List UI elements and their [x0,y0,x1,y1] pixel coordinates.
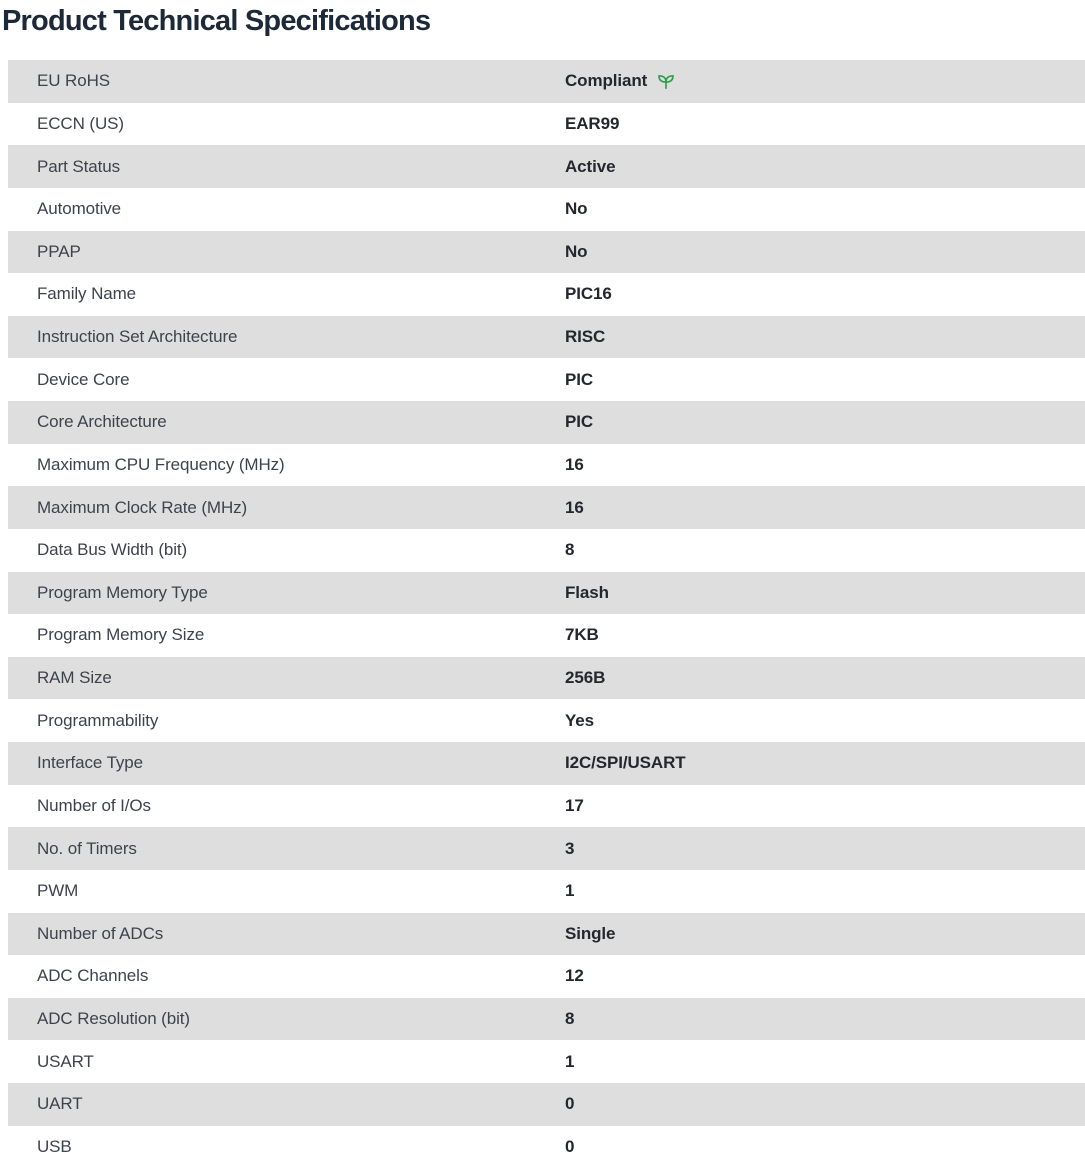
table-row [8,145,1085,188]
spec-value: 3 [565,838,575,858]
leaf-icon[interactable] [656,72,676,92]
spec-value: 0 [565,1136,575,1156]
spec-label: Maximum CPU Frequency (MHz) [37,454,285,474]
spec-value: 1 [565,1051,575,1071]
table-row [8,1083,1085,1126]
spec-value-cell [565,1052,574,1072]
table-row [8,529,1085,572]
spec-value: PIC [565,412,594,432]
spec-label: Family Name [37,284,137,304]
spec-value-cell [565,753,686,773]
table-row [8,1040,1085,1083]
spec-value: 8 [565,1009,575,1029]
spec-label: USART [37,1051,94,1071]
spec-value: No [565,199,588,219]
spec-label: Interface Type [37,753,144,773]
spec-label: Maximum Clock Rate (MHz) [37,497,248,517]
spec-label: USB [37,1136,72,1156]
spec-label: Programmability [37,710,159,730]
spec-value-cell [565,540,574,560]
spec-table [8,60,1085,1168]
spec-value: Active [565,156,616,176]
spec-label: Program Memory Size [37,625,205,645]
spec-value: EAR99 [565,113,620,133]
spec-value: 8 [565,540,575,560]
spec-label: ECCN (US) [37,113,124,133]
spec-label: UART [37,1094,83,1114]
spec-value-cell [565,625,599,645]
spec-value-cell [565,199,587,219]
table-row [8,401,1085,444]
spec-value: 256B [565,668,606,688]
spec-label: PPAP [37,241,81,261]
spec-value-cell [565,1137,574,1157]
table-row [8,657,1085,700]
table-row [8,913,1085,956]
spec-label: PWM [37,881,79,901]
table-row [8,572,1085,615]
spec-value: Yes [565,710,595,730]
table-row [8,273,1085,316]
table-row [8,827,1085,870]
spec-value-cell [565,284,612,304]
spec-value-cell [565,412,593,432]
spec-label: RAM Size [37,668,112,688]
spec-value: 12 [565,966,584,986]
spec-value-cell [565,498,584,518]
spec-label: No. of Timers [37,838,137,858]
spec-value-cell [565,881,574,901]
spec-value-cell [565,114,619,134]
spec-value: RISC [565,327,606,347]
spec-value-cell [565,70,676,92]
spec-value-cell [565,1094,574,1114]
page-title: Product Technical Specifications [2,5,431,37]
spec-value-cell [565,455,584,475]
spec-value: Single [565,923,616,943]
table-row [8,444,1085,487]
table-row [8,614,1085,657]
spec-label: Data Bus Width (bit) [37,540,188,560]
spec-label: EU RoHS [37,71,110,91]
table-row [8,188,1085,231]
spec-label: Number of I/Os [37,795,151,815]
spec-label: ADC Resolution (bit) [37,1009,190,1029]
spec-value-cell [565,157,615,177]
table-row [8,60,1085,103]
spec-value-cell [565,327,605,347]
spec-value-cell [565,370,593,390]
table-row [8,486,1085,529]
table-row [8,358,1085,401]
spec-value: 16 [565,454,584,474]
table-row [8,785,1085,828]
spec-value: Compliant [565,71,648,91]
spec-value: 16 [565,497,584,517]
spec-value-cell [565,242,587,262]
spec-value: Flash [565,582,609,602]
table-row [8,699,1085,742]
table-row [8,742,1085,785]
spec-value-cell [565,668,605,688]
spec-value-cell [565,839,574,859]
spec-value: 17 [565,795,584,815]
spec-value: PIC [565,369,594,389]
spec-value-cell [565,583,609,603]
table-row [8,955,1085,998]
spec-value: I2C/SPI/USART [565,753,686,773]
table-row [8,316,1085,359]
table-row [8,103,1085,146]
spec-label: Instruction Set Architecture [37,327,238,347]
table-row [8,870,1085,913]
spec-value: No [565,241,588,261]
spec-label: Number of ADCs [37,923,164,943]
spec-label: Automotive [37,199,122,219]
spec-value-cell [565,796,584,816]
spec-value-cell [565,711,594,731]
spec-label: Program Memory Type [37,582,208,602]
spec-value: 7KB [565,625,599,645]
spec-value-cell [565,1009,574,1029]
spec-value: PIC16 [565,284,612,304]
spec-value: 0 [565,1094,575,1114]
spec-label: Device Core [37,369,130,389]
table-row [8,998,1085,1041]
spec-value-cell [565,924,615,944]
spec-label: ADC Channels [37,966,149,986]
spec-value-cell [565,966,584,986]
spec-label: Core Architecture [37,412,167,432]
spec-value: 1 [565,881,575,901]
spec-label: Part Status [37,156,120,176]
table-row [8,231,1085,274]
